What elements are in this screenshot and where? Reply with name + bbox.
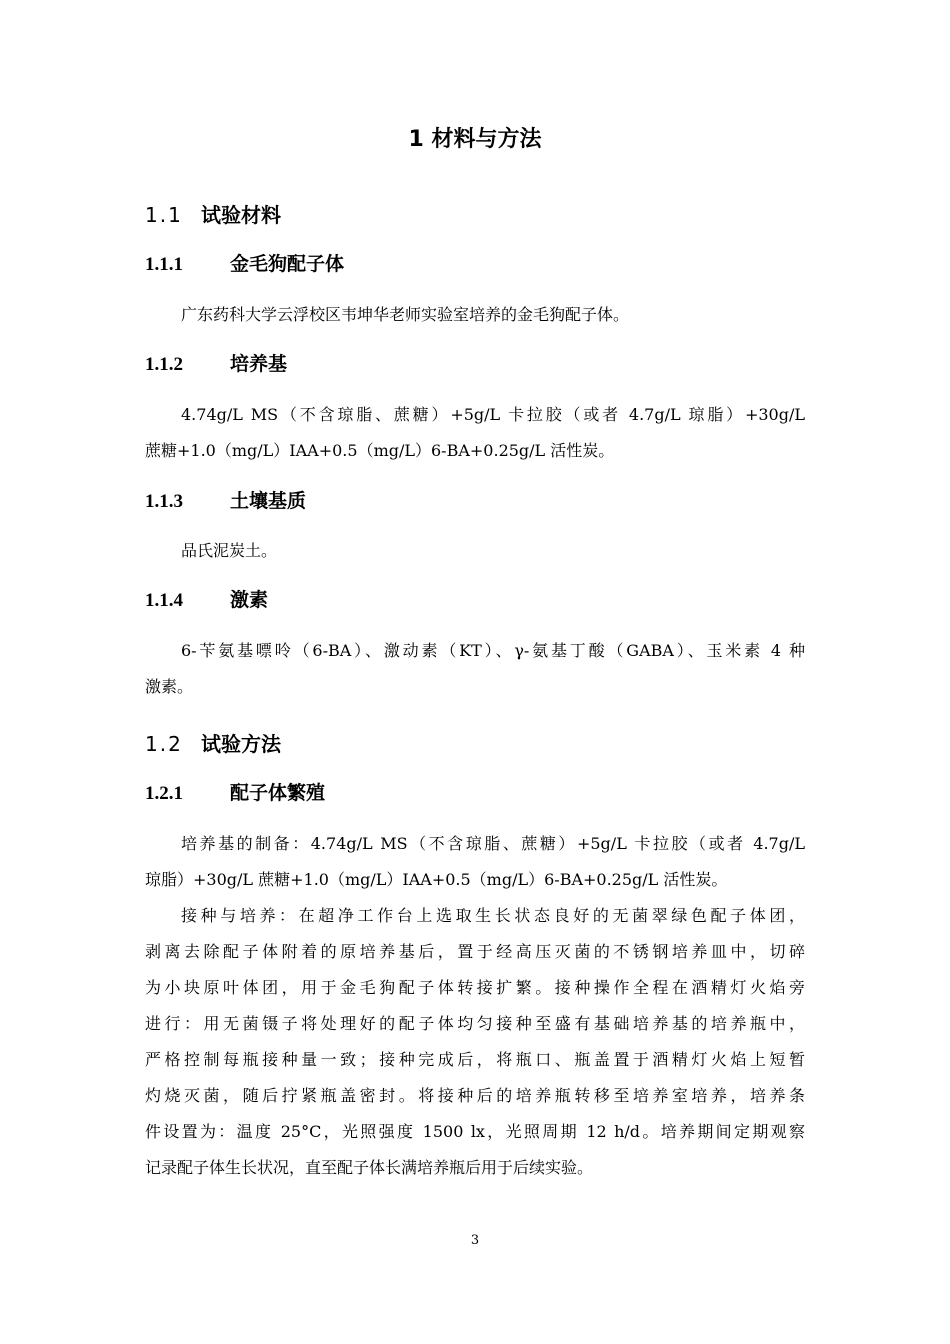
paragraph-line: 品氏泥炭土。 (181, 541, 278, 560)
paragraph-line: 严格控制每瓶接种量一致；接种完成后，将瓶口、瓶盖置于酒精灯火焰上短暂 (145, 1050, 805, 1069)
subsection-heading-1-1-4 (145, 586, 268, 615)
paragraph-line: 6-苄氨基嘌呤（6-BA）、激动素（KT）、γ-氨基丁酸（GABA）、玉米素 4 种 (181, 641, 805, 660)
paragraph-line: 蔗糖+1.0（mg/L）IAA+0.5（mg/L）6-BA+0.25g/L 活性炭。 (145, 441, 615, 460)
paragraph-inoculation (145, 898, 805, 1186)
subsection-title: 土壤基质 (230, 490, 307, 512)
paragraph-line: 记录配子体生长状况，直至配子体长满培养瓶后用于后续实验。 (145, 1158, 594, 1177)
subsection-number: 1.1.1 (145, 254, 183, 275)
paragraph-medium-prep (145, 826, 805, 898)
subsection-heading-1-1-1 (145, 250, 344, 279)
subsection-number: 1.1.4 (145, 590, 183, 611)
subsection-title: 培养基 (230, 353, 288, 375)
section-heading-1-2 (145, 729, 281, 759)
paragraph-1-1-3 (145, 533, 805, 569)
paragraph-line: 进行：用无菌镊子将处理好的配子体均匀接种至盛有基础培养基的培养瓶中， (145, 1014, 805, 1033)
paragraph-line: 剥离去除配子体附着的原培养基后，置于经高压灭菌的不锈钢培养皿中，切碎 (145, 942, 805, 961)
section-number: 1.2 (145, 732, 183, 756)
page-number: 3 (470, 1233, 480, 1248)
paragraph-line: 4.74g/L MS（不含琼脂、蔗糖）+5g/L 卡拉胶（或者 4.7g/L 琼脂）+30g/L (181, 405, 805, 424)
subsection-title: 金毛狗配子体 (230, 253, 345, 275)
subsection-heading-1-2-1 (145, 779, 325, 808)
paragraph-1-1-1 (145, 297, 805, 333)
paragraph-line: 件设置为：温度 25°C，光照强度 1500 lx，光照周期 12 h/d。培养期间定期观察 (145, 1122, 805, 1141)
paragraph-line: 激素。 (145, 677, 194, 696)
paragraph-line: 为小块原叶体团，用于金毛狗配子体转接扩繁。接种操作全程在酒精灯火焰旁 (145, 978, 805, 997)
paragraph-line: 接种与培养：在超净工作台上选取生长状态良好的无菌翠绿色配子体团， (181, 906, 805, 925)
subsection-number: 1.2.1 (145, 783, 183, 804)
paragraph-line: 琼脂）+30g/L 蔗糖+1.0（mg/L）IAA+0.5（mg/L）6-BA+0.25g/L 活性炭。 (145, 870, 728, 889)
section-title: 试验方法 (201, 732, 281, 756)
section-heading-1-1 (145, 200, 281, 230)
paragraph-1-1-2 (145, 397, 805, 469)
paragraph-line: 广东药科大学云浮校区韦坤华老师实验室培养的金毛狗配子体。 (181, 305, 630, 324)
subsection-title: 配子体繁殖 (230, 782, 326, 804)
section-title: 试验材料 (201, 203, 281, 227)
subsection-number: 1.1.3 (145, 491, 183, 512)
subsection-heading-1-1-3 (145, 487, 306, 516)
paragraph-line: 培养基的制备：4.74g/L MS（不含琼脂、蔗糖）+5g/L 卡拉胶（或者 4.7g/L (181, 834, 805, 853)
chapter-title: 1 材料与方法 (408, 127, 542, 152)
paragraph-1-1-4 (145, 633, 805, 705)
paragraph-line: 灼烧灭菌，随后拧紧瓶盖密封。将接种后的培养瓶转移至培养室培养，培养条 (145, 1086, 805, 1105)
subsection-title: 激素 (230, 589, 269, 611)
subsection-number: 1.1.2 (145, 354, 183, 375)
section-number: 1.1 (145, 203, 183, 227)
subsection-heading-1-1-2 (145, 350, 287, 379)
